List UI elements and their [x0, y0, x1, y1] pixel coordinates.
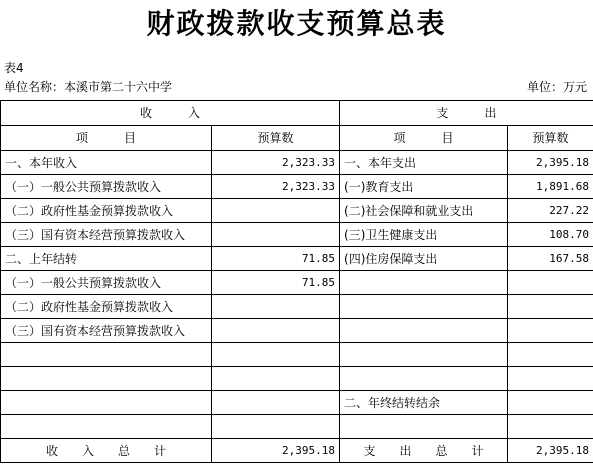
table-row [1, 223, 593, 247]
unit-name: 单位名称：本溪市第二十六中学 [4, 80, 173, 94]
income-item-cell: （二）政府性基金预算拨款收入 [1, 199, 212, 223]
expense-amount-cell [508, 271, 593, 295]
expense-amount-cell [508, 415, 593, 439]
report-title: 财政拨款收支预算总表 [146, 7, 447, 40]
table-row [1, 175, 593, 199]
expense-header: 支 出 [340, 101, 593, 126]
income-item-cell: （三）国有资本经营预算拨款收入 [1, 223, 212, 247]
table-row [1, 199, 593, 223]
income-amount-cell: 2,323.33 [212, 175, 340, 199]
income-total-label: 收 入 总 计 [1, 439, 212, 463]
income-amount-cell: 2,323.33 [212, 151, 340, 175]
expense-item-cell: (三)卫生健康支出 [340, 223, 508, 247]
income-amount-cell [212, 415, 340, 439]
expense-item-header: 项 目 [340, 126, 508, 151]
expense-item-cell: (四)住房保障支出 [340, 247, 508, 271]
income-amount-cell [212, 319, 340, 343]
table-row [1, 319, 593, 343]
income-amount-cell [212, 295, 340, 319]
income-amount-cell [212, 343, 340, 367]
income-item-cell [1, 415, 212, 439]
expense-amount-cell: 167.58 [508, 247, 593, 271]
budget-table [0, 100, 593, 463]
income-item-cell: （一）一般公共预算拨款收入 [1, 175, 212, 199]
income-amount-cell: 71.85 [212, 271, 340, 295]
table-row [1, 391, 593, 415]
expense-amount-cell: 108.70 [508, 223, 593, 247]
totals-row [1, 439, 593, 463]
table-number: 表4 [4, 61, 24, 75]
expense-item-cell: 二、年终结转结余 [340, 391, 508, 415]
expense-amount-cell: 1,891.68 [508, 175, 593, 199]
expense-total-amount: 2,395.18 [508, 439, 593, 463]
expense-amount-cell [508, 343, 593, 367]
table-row [1, 415, 593, 439]
expense-item-cell: (一)教育支出 [340, 175, 508, 199]
income-budget-header: 预算数 [212, 126, 340, 151]
income-amount-cell [212, 223, 340, 247]
expense-item-cell [340, 415, 508, 439]
income-item-cell [1, 343, 212, 367]
expense-amount-cell [508, 391, 593, 415]
currency-unit: 单位：万元 [526, 80, 587, 94]
expense-total-label: 支 出 总 计 [340, 439, 508, 463]
income-item-cell: （一）一般公共预算拨款收入 [1, 271, 212, 295]
income-total-amount: 2,395.18 [212, 439, 340, 463]
expense-item-cell [340, 343, 508, 367]
income-header: 收 入 [1, 101, 340, 126]
expense-budget-header: 预算数 [508, 126, 593, 151]
income-amount-cell [212, 199, 340, 223]
table-row [1, 367, 593, 391]
income-item-cell [1, 367, 212, 391]
expense-item-cell: (二)社会保障和就业支出 [340, 199, 508, 223]
income-item-cell [1, 391, 212, 415]
expense-amount-cell [508, 295, 593, 319]
income-amount-cell [212, 367, 340, 391]
income-item-cell: （二）政府性基金预算拨款收入 [1, 295, 212, 319]
table-row [1, 271, 593, 295]
section-header-row [1, 101, 593, 126]
expense-item-cell [340, 319, 508, 343]
table-row [1, 151, 593, 175]
expense-amount-cell [508, 367, 593, 391]
income-item-cell: （三）国有资本经营预算拨款收入 [1, 319, 212, 343]
expense-amount-cell [508, 319, 593, 343]
expense-item-cell: 一、本年支出 [340, 151, 508, 175]
expense-item-cell [340, 367, 508, 391]
expense-amount-cell: 2,395.18 [508, 151, 593, 175]
income-item-cell: 一、本年收入 [1, 151, 212, 175]
expense-amount-cell: 227.22 [508, 199, 593, 223]
column-header-row [1, 126, 593, 151]
table-row [1, 247, 593, 271]
table-row [1, 343, 593, 367]
income-item-header: 项 目 [1, 126, 212, 151]
income-amount-cell: 71.85 [212, 247, 340, 271]
income-amount-cell [212, 391, 340, 415]
expense-item-cell [340, 295, 508, 319]
table-row [1, 295, 593, 319]
income-item-cell: 二、上年结转 [1, 247, 212, 271]
expense-item-cell [340, 271, 508, 295]
